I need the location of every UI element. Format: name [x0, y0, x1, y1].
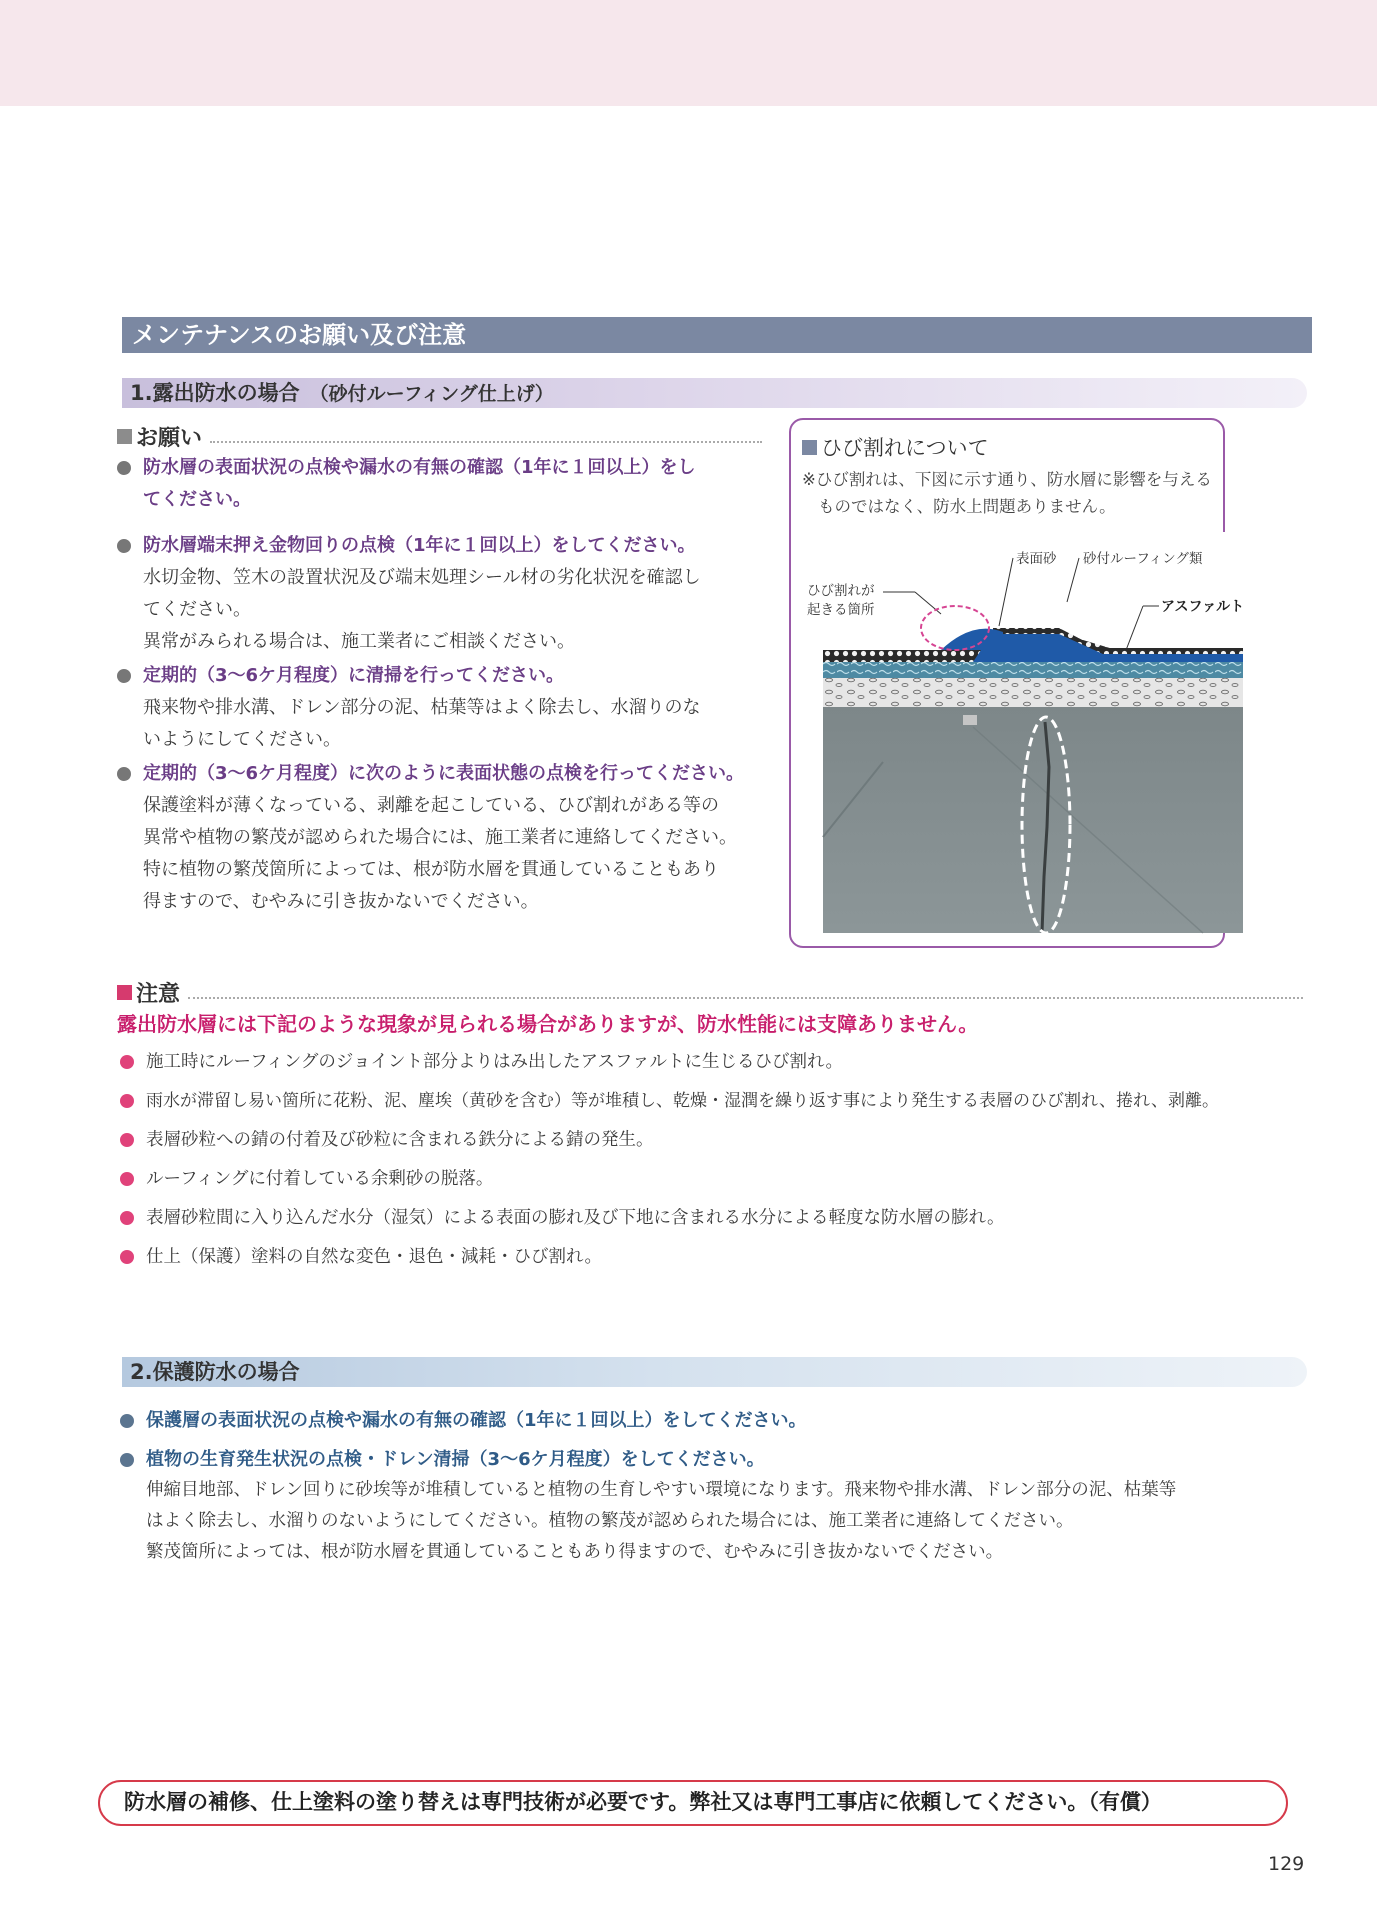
main-title: メンテナンスのお願い及び注意	[122, 317, 1312, 353]
section2-item-title: 保護層の表面状況の点検や漏水の有無の確認（1年に１回以上）をしてください。	[146, 1410, 807, 1431]
section1-header	[122, 378, 1307, 408]
square-icon	[117, 985, 132, 1000]
desc-line: 異常や植物の繁茂が認められた場合には、施工業者に連絡してください。	[143, 827, 737, 848]
caution-item-text: 表層砂粒間に入り込んだ水分（湿気）による表面の膨れ及び下地に含まれる水分による軽度な防水層の膨れ。	[146, 1208, 1005, 1228]
crack-photo	[823, 707, 1243, 933]
desc-line: 伸縮目地部、ドレン回りに砂埃等が堆積していると植物の生育しやすい環境になります。飛来物や排水溝、ドレン部分の泥、枯葉等	[146, 1480, 1177, 1500]
bullet-icon	[120, 1172, 134, 1186]
section2-item	[120, 1405, 1320, 1436]
request-list	[117, 452, 777, 918]
dotted-rule	[210, 441, 762, 443]
label-crack-point-2: 起きる箇所	[807, 602, 875, 618]
label-crack-point-1: ひび割れが	[807, 583, 875, 599]
desc-line: 水切金物、笠木の設置状況及び端末処理シール材の劣化状況を確認し	[143, 567, 701, 588]
caution-heading-label: 注意	[136, 982, 181, 1007]
section2-item	[120, 1444, 1320, 1475]
bullet-icon	[120, 1250, 134, 1264]
request-item	[117, 660, 777, 756]
caution-item-text: 雨水が滞留し易い箇所に花粉、泥、塵埃（黄砂を含む）等が堆積し、乾燥・湿潤を繰り返す事により発生する表層のひび割れ、捲れ、剥離。	[146, 1091, 1220, 1111]
desc-line: てください。	[143, 599, 251, 620]
request-item-desc	[117, 562, 777, 658]
caution-item	[120, 1050, 1320, 1089]
bullet-icon	[117, 767, 131, 781]
crack-title-label: ひび割れについて	[821, 436, 989, 460]
label-surface-sand: 表面砂	[1016, 551, 1057, 567]
request-item-title: 定期的（3〜6ケ月程度）に清掃を行ってください。	[143, 665, 565, 686]
desc-line: はよく除去し、水溜りのないようにしてください。植物の繁茂が認められた場合には、施工業者に連絡してください。	[146, 1511, 1074, 1531]
bullet-icon	[120, 1133, 134, 1147]
section2-header	[122, 1357, 1307, 1387]
bullet-icon	[117, 461, 131, 475]
caution-item	[120, 1206, 1320, 1245]
request-item-title: 防水層端末押え金物回りの点検（1年に１回以上）をしてください。	[143, 535, 696, 556]
caution-item	[120, 1245, 1320, 1284]
title-line: 防水層の表面状況の点検や漏水の有無の確認（1年に１回以上）をし	[143, 457, 696, 478]
cross-section-diagram	[807, 532, 1245, 712]
label-asphalt: アスファルト	[1161, 599, 1245, 615]
request-item	[117, 758, 777, 918]
caution-item-text: 表層砂粒への錆の付着及び砂粒に含まれる鉄分による錆の発生。	[146, 1130, 654, 1150]
caution-item	[120, 1128, 1320, 1167]
crack-title	[802, 432, 989, 462]
request-heading-label: お願い	[136, 426, 203, 451]
bullet-icon	[120, 1453, 134, 1467]
page-number: 129	[1268, 1853, 1305, 1875]
dotted-rule	[188, 997, 1303, 999]
caution-lead: 露出防水層には下記のような現象が見られる場合がありますが、防水性能には支障ありません。	[117, 1012, 979, 1036]
section2-list	[120, 1405, 1320, 1568]
title-line: てください。	[143, 489, 251, 510]
section1-title: 1.露出防水の場合	[130, 381, 300, 405]
desc-line: いようにしてください。	[143, 729, 341, 750]
square-icon	[117, 429, 132, 444]
desc-line: 繁茂箇所によっては、根が防水層を貫通していることもあり得ますので、むやみに引き抜かないでください。	[146, 1542, 1004, 1562]
section2-item-desc	[120, 1475, 1320, 1568]
caution-item	[120, 1167, 1320, 1206]
section2-item-title: 植物の生育発生状況の点検・ドレン清掃（3〜6ケ月程度）をしてください。	[146, 1449, 765, 1470]
bullet-icon	[117, 669, 131, 683]
caution-heading	[117, 977, 1303, 1008]
bullet-icon	[117, 539, 131, 553]
request-item-desc	[117, 790, 777, 918]
crack-note	[802, 466, 1217, 520]
bullet-icon	[120, 1211, 134, 1225]
request-item	[117, 530, 777, 658]
caution-item	[120, 1089, 1320, 1128]
section2-title: 2.保護防水の場合	[130, 1360, 300, 1384]
bullet-icon	[120, 1414, 134, 1428]
caution-item-text: 仕上（保護）塗料の自然な変色・退色・減耗・ひび割れ。	[146, 1247, 603, 1267]
request-item-title: 定期的（3〜6ケ月程度）に次のように表面状態の点検を行ってください。	[143, 763, 745, 784]
desc-line: 得ますので、むやみに引き抜かないでください。	[143, 891, 539, 912]
footer-notice: 防水層の補修、仕上塗料の塗り替えは専門技術が必要です。弊社又は専門工事店に依頼してください。（有償）	[98, 1780, 1288, 1826]
label-roofing: 砂付ルーフィング類	[1083, 551, 1203, 567]
bullet-icon	[120, 1094, 134, 1108]
desc-line: 保護塗料が薄くなっている、剥離を起こしている、ひび割れがある等の	[143, 795, 719, 816]
desc-line: 異常がみられる場合は、施工業者にご相談ください。	[143, 631, 575, 652]
note-line: ものではなく、防水上問題ありません。	[818, 497, 1116, 516]
section1-subtitle: （砂付ルーフィング仕上げ）	[309, 383, 554, 405]
caution-item-text: ルーフィングに付着している余剰砂の脱落。	[146, 1169, 494, 1189]
desc-line: 飛来物や排水溝、ドレン部分の泥、枯葉等はよく除去し、水溜りのな	[143, 697, 701, 718]
caution-list	[120, 1050, 1320, 1284]
desc-line: 特に植物の繁茂箇所によっては、根が防水層を貫通していることもあり	[143, 859, 719, 880]
request-item	[117, 452, 777, 516]
request-item-title	[143, 452, 696, 516]
crack-info-box	[789, 418, 1245, 948]
note-line: ※ひび割れは、下図に示す通り、防水層に影響を与える	[802, 470, 1212, 489]
bullet-icon	[120, 1055, 134, 1069]
caution-item-text: 施工時にルーフィングのジョイント部分よりはみ出したアスファルトに生じるひび割れ。	[146, 1052, 844, 1072]
request-heading	[117, 421, 762, 452]
request-item-desc	[117, 692, 777, 756]
square-icon	[802, 440, 817, 455]
top-band	[0, 0, 1377, 106]
